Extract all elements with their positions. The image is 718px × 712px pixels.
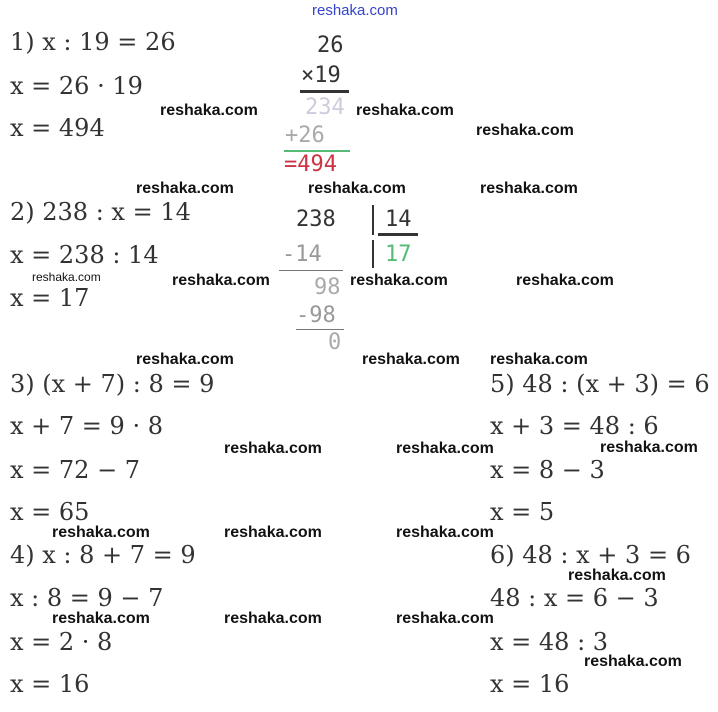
p6-line: 48 : x = 6 − 3 [490,584,659,612]
div-bar [372,240,374,268]
watermark: reshaka.com [356,102,454,119]
mult-partial1: 234 [305,95,345,120]
watermark: reshaka.com [362,351,460,368]
watermark: reshaka.com [136,351,234,368]
watermark: reshaka.com [224,524,322,541]
p5-line: 5) 48 : (x + 3) = 6 [490,370,710,398]
mult-line [300,90,349,93]
p5-line: x = 5 [490,498,555,526]
p1-line: 1) x : 19 = 26 [10,28,176,56]
div-s2: -98 [296,303,336,328]
watermark: reshaka.com [600,439,698,456]
p4-line: x = 16 [10,670,90,698]
p3-line: x + 7 = 9 · 8 [10,412,163,440]
p6-line: x = 48 : 3 [490,628,609,656]
watermark: reshaka.com [136,180,234,197]
p6-line: 6) 48 : x + 3 = 6 [490,541,691,569]
div-bar [372,205,374,235]
watermark: reshaka.com [476,122,574,139]
watermark: reshaka.com [350,272,448,289]
watermark: reshaka.com [396,524,494,541]
watermark: reshaka.com [490,351,588,368]
div-line [378,233,418,236]
mult-result: =494 [284,152,337,177]
watermark: reshaka.com [224,610,322,627]
mult-a: 26 [317,33,344,58]
mult-b: ×19 [301,63,341,88]
p1-line: x = 26 · 19 [10,72,143,100]
div-s1: -14 [282,242,322,267]
watermark: reshaka.com [52,524,150,541]
p2-line: x = 17 [10,284,90,312]
p3-line: 3) (x + 7) : 8 = 9 [10,370,215,398]
watermark: reshaka.com [308,180,406,197]
watermark: reshaka.com [516,272,614,289]
p4-line: 4) x : 8 + 7 = 9 [10,541,196,569]
watermark: reshaka.com [396,610,494,627]
div-divisor: 14 [385,207,412,232]
p1-line: x = 494 [10,114,105,142]
watermark: reshaka.com [224,440,322,457]
watermark: reshaka.com [160,102,258,119]
site-header-link[interactable]: reshaka.com [312,2,398,19]
p4-line: x : 8 = 9 − 7 [10,584,164,612]
watermark: reshaka.com [584,653,682,670]
mult-partial2: +26 [285,123,325,148]
p4-line: x = 2 · 8 [10,628,113,656]
watermark: reshaka.com [568,567,666,584]
watermark: reshaka.com [32,270,101,284]
p2-line: x = 238 : 14 [10,241,159,269]
div-r2: 0 [328,330,342,355]
p2-line: 2) 238 : x = 14 [10,198,191,226]
p3-line: x = 65 [10,498,90,526]
watermark: reshaka.com [52,610,150,627]
watermark: reshaka.com [172,272,270,289]
div-quotient: 17 [385,242,412,267]
p5-line: x + 3 = 48 : 6 [490,412,659,440]
p6-line: x = 16 [490,670,570,698]
watermark: reshaka.com [396,440,494,457]
watermark: reshaka.com [480,180,578,197]
div-r1: 98 [314,275,341,300]
div-line [279,270,343,271]
p5-line: x = 8 − 3 [490,456,605,484]
p3-line: x = 72 − 7 [10,456,141,484]
div-dividend: 238 [296,207,336,232]
